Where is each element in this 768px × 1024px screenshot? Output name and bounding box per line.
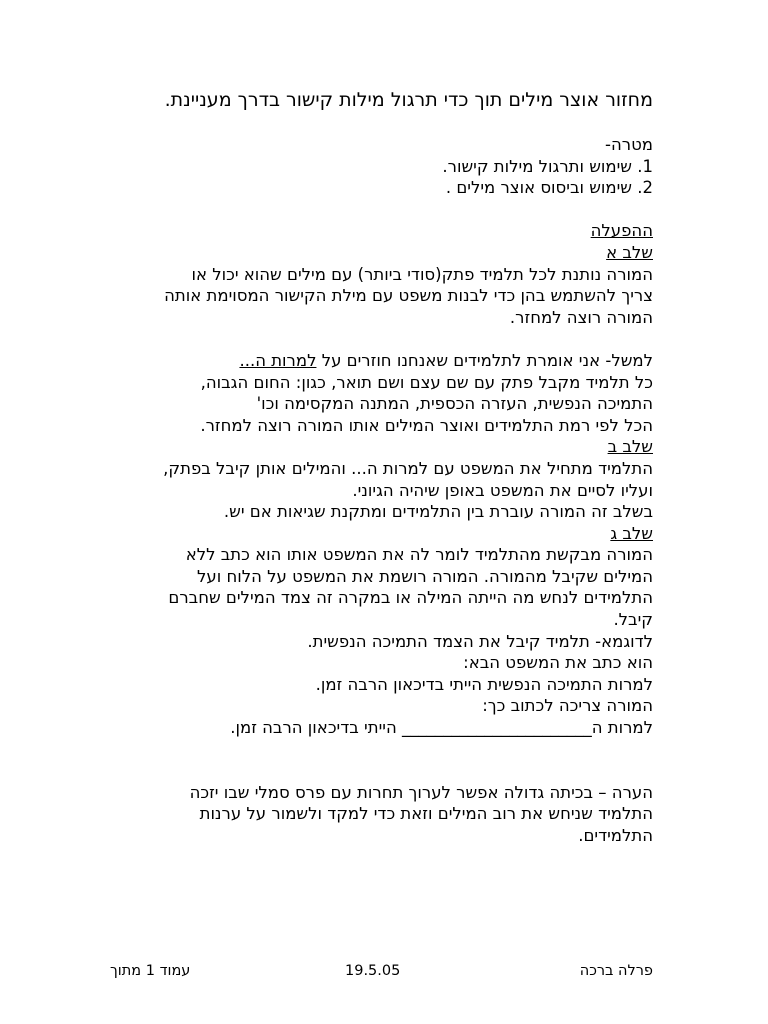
stage-c-line: המורה צריכה לכתוב כך: bbox=[482, 696, 653, 716]
note-line: התלמידים. bbox=[578, 826, 653, 845]
stage-c-heading bbox=[93, 523, 653, 545]
example-line: הכל לפי רמת התלמידים ואוצר המילים אותו המורה רוצה למחזר. bbox=[200, 415, 653, 435]
stage-b-heading bbox=[93, 436, 653, 458]
footer-date: 19.5.05 bbox=[345, 963, 401, 979]
activation-heading bbox=[93, 220, 653, 242]
stage-a-line: צריך להשתמש בהן כדי לבנות משפט עם מילת הקישור המסוימת אותה bbox=[164, 286, 653, 306]
stage-a-line: המורה נותנת לכל תלמיד פתק(סודי ביותר) עם מילים שהוא יכול או bbox=[191, 264, 653, 284]
activation-heading-text: ההפעלה bbox=[590, 221, 653, 241]
goal-item-2: 2. שימוש וביסוס אוצר מילים . bbox=[445, 178, 653, 198]
footer-page-number: עמוד 1 מתוך bbox=[110, 963, 191, 979]
example-line: כל תלמיד מקבל פתק עם שם עצם ושם תואר, כגון: החום הגבוה, bbox=[200, 372, 653, 392]
stage-c-heading-text: שלב ג bbox=[610, 523, 653, 543]
stage-b-heading-text: שלב ב bbox=[607, 437, 653, 457]
stage-a-line: המורה רוצה למחזר. bbox=[509, 307, 653, 327]
page-footer bbox=[0, 961, 768, 981]
example-prefix: למשל- אני אומרת לתלמידים שאנחנו חוזרים על bbox=[316, 350, 653, 370]
example-underlined: למרות ה... bbox=[239, 350, 317, 370]
stage-a-heading bbox=[93, 242, 653, 264]
stage-c-line: למרות התמיכה הנפשית הייתי בדיכאון הרבה זמן. bbox=[315, 674, 653, 694]
spacer bbox=[93, 760, 653, 782]
spacer bbox=[93, 739, 653, 761]
goal-heading: מטרה- bbox=[605, 135, 653, 154]
note-line: הערה – בכיתה גדולה אפשר לערוך תחרות עם פרס סמלי שבו יזכה bbox=[189, 782, 653, 802]
stage-c-line: למרות ה_______________________ הייתי בדיכאון הרבה זמן. bbox=[230, 718, 653, 738]
stage-c-line: הוא כתב את המשפט הבא: bbox=[463, 653, 653, 673]
spacer bbox=[93, 328, 653, 350]
stage-c-line: לדוגמא- תלמיד קיבל את הצמד התמיכה הנפשית. bbox=[307, 631, 653, 651]
stage-b-line: בשלב זה המורה עוברת בין התלמידים ומתקנת שגיאות אם יש. bbox=[223, 502, 653, 522]
spacer bbox=[93, 199, 653, 221]
stage-c-line: המורה מבקשת מהתלמיד לומר לה את המשפט אותו הוא כתב ללא bbox=[185, 545, 653, 565]
stage-a-heading-text: שלב א bbox=[606, 242, 653, 262]
document-body bbox=[93, 134, 653, 847]
stage-c-line: התלמידים לנחש מה הייתה המילה או במקרה זה צמד המילים שחברם bbox=[168, 588, 653, 608]
document-title: מחזור אוצר מילים תוך כדי תרגול מילות קישור בדרך מעניינת. bbox=[164, 89, 653, 111]
stage-b-line: התלמיד מתחיל את המשפט עם למרות ה... והמילים אותן קיבל בפתק, bbox=[163, 458, 653, 478]
stage-c-line: המילים שקיבל מהמורה. המורה רושמת את המשפט על הלוח ועל bbox=[197, 566, 653, 586]
stage-b-line: ועליו לסיים את המשפט באופן שיהיה הגיוני. bbox=[352, 480, 653, 500]
footer-author: פרלה ברכה bbox=[579, 963, 653, 979]
example-line: התמיכה הנפשית, העזרה הכספית, המתנה המקסימה וכו' bbox=[256, 394, 653, 414]
note-line: התלמיד שניחש את רוב המילים וזאת כדי למקד ולשמור על ערנות bbox=[199, 804, 653, 824]
stage-c-line: קיבל. bbox=[613, 610, 653, 630]
goal-item-1: 1. שימוש ותרגול מילות קישור. bbox=[442, 156, 653, 176]
example-first-line bbox=[93, 350, 653, 372]
